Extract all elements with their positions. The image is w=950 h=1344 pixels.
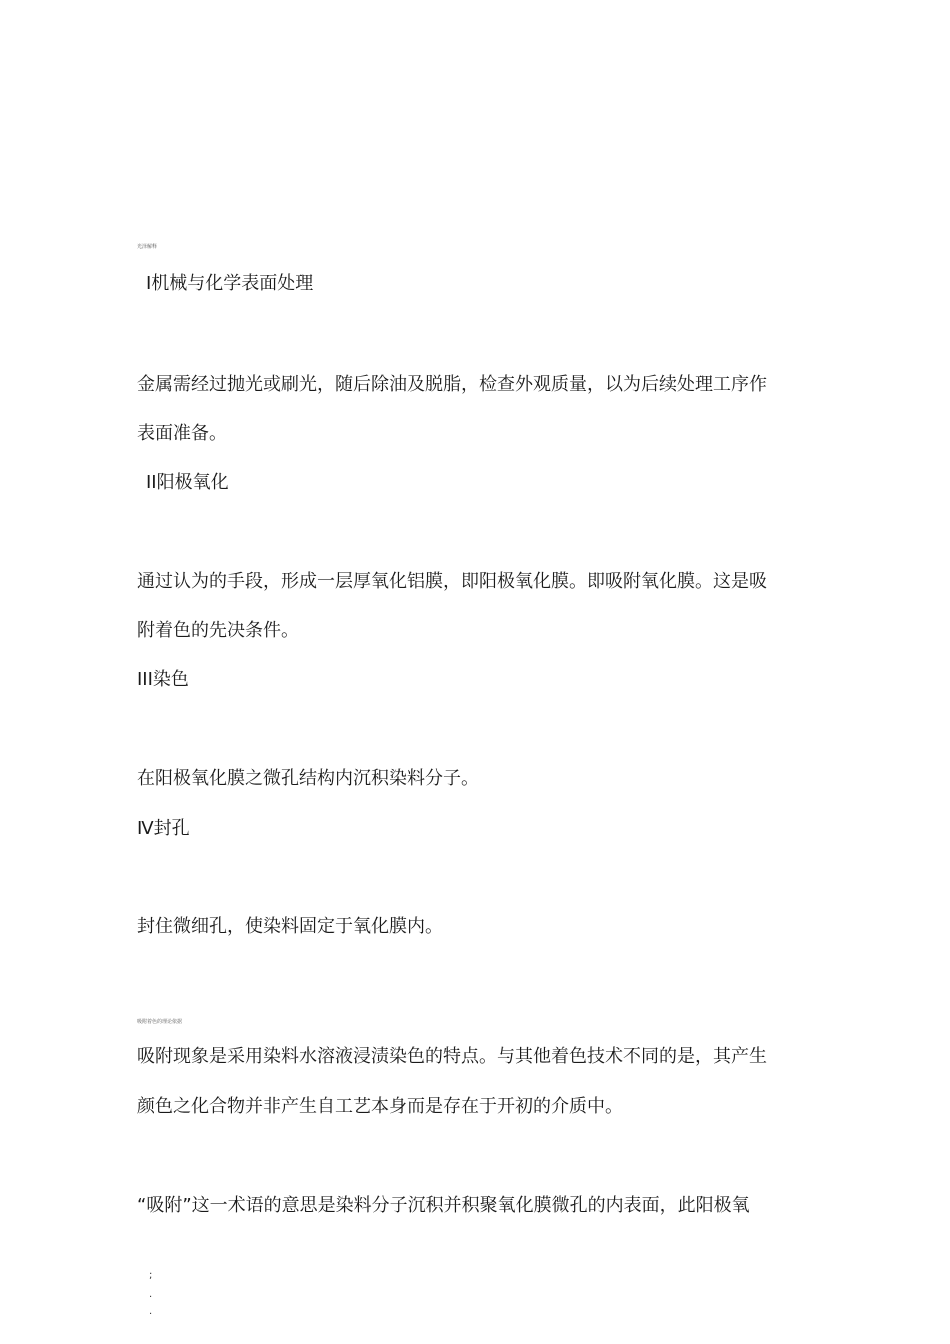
section-1-heading: Ⅰ机械与化学表面处理: [146, 273, 314, 294]
section-2-heading: ⅠⅠ阳极氧化: [146, 472, 229, 493]
section-2-body-line-2: 附着色的先决条件。: [137, 620, 299, 641]
section-1-body-line-2: 表面准备。: [137, 423, 227, 444]
mid-small-note: 吸附着色的理论依据: [137, 1019, 183, 1025]
top-small-note: 光泽解释: [137, 244, 158, 250]
footer-mark-2: .: [149, 1289, 153, 1300]
paragraph-1-line-2: 颜色之化合物并非产生自工艺本身而是存在于开初的介质中。: [137, 1096, 623, 1117]
footer-mark-1: ;: [149, 1270, 153, 1281]
section-4-heading: Ⅳ封孔: [137, 818, 190, 839]
section-3-heading: ⅠⅠⅠ染色: [137, 669, 189, 690]
section-4-body-line-1: 封住微细孔，使染料固定于氧化膜内。: [137, 916, 443, 937]
footer-mark-3: .: [149, 1306, 153, 1317]
paragraph-1-line-1: 吸附现象是采用染料水溶液浸渍染色的特点。与其他着色技术不同的是，其产生: [137, 1046, 767, 1067]
section-2-body-line-1: 通过认为的手段，形成一层厚氧化铝膜，即阳极氧化膜。即吸附氧化膜。这是吸: [137, 571, 767, 592]
section-1-body-line-1: 金属需经过抛光或刷光，随后除油及脱脂，检查外观质量，以为后续处理工序作: [137, 374, 767, 395]
paragraph-2-line-1: “吸附”这一术语的意思是染料分子沉积并积聚氧化膜微孔的内表面，此阳极氧: [137, 1195, 750, 1216]
section-3-body-line-1: 在阳极氧化膜之微孔结构内沉积染料分子。: [137, 768, 479, 789]
